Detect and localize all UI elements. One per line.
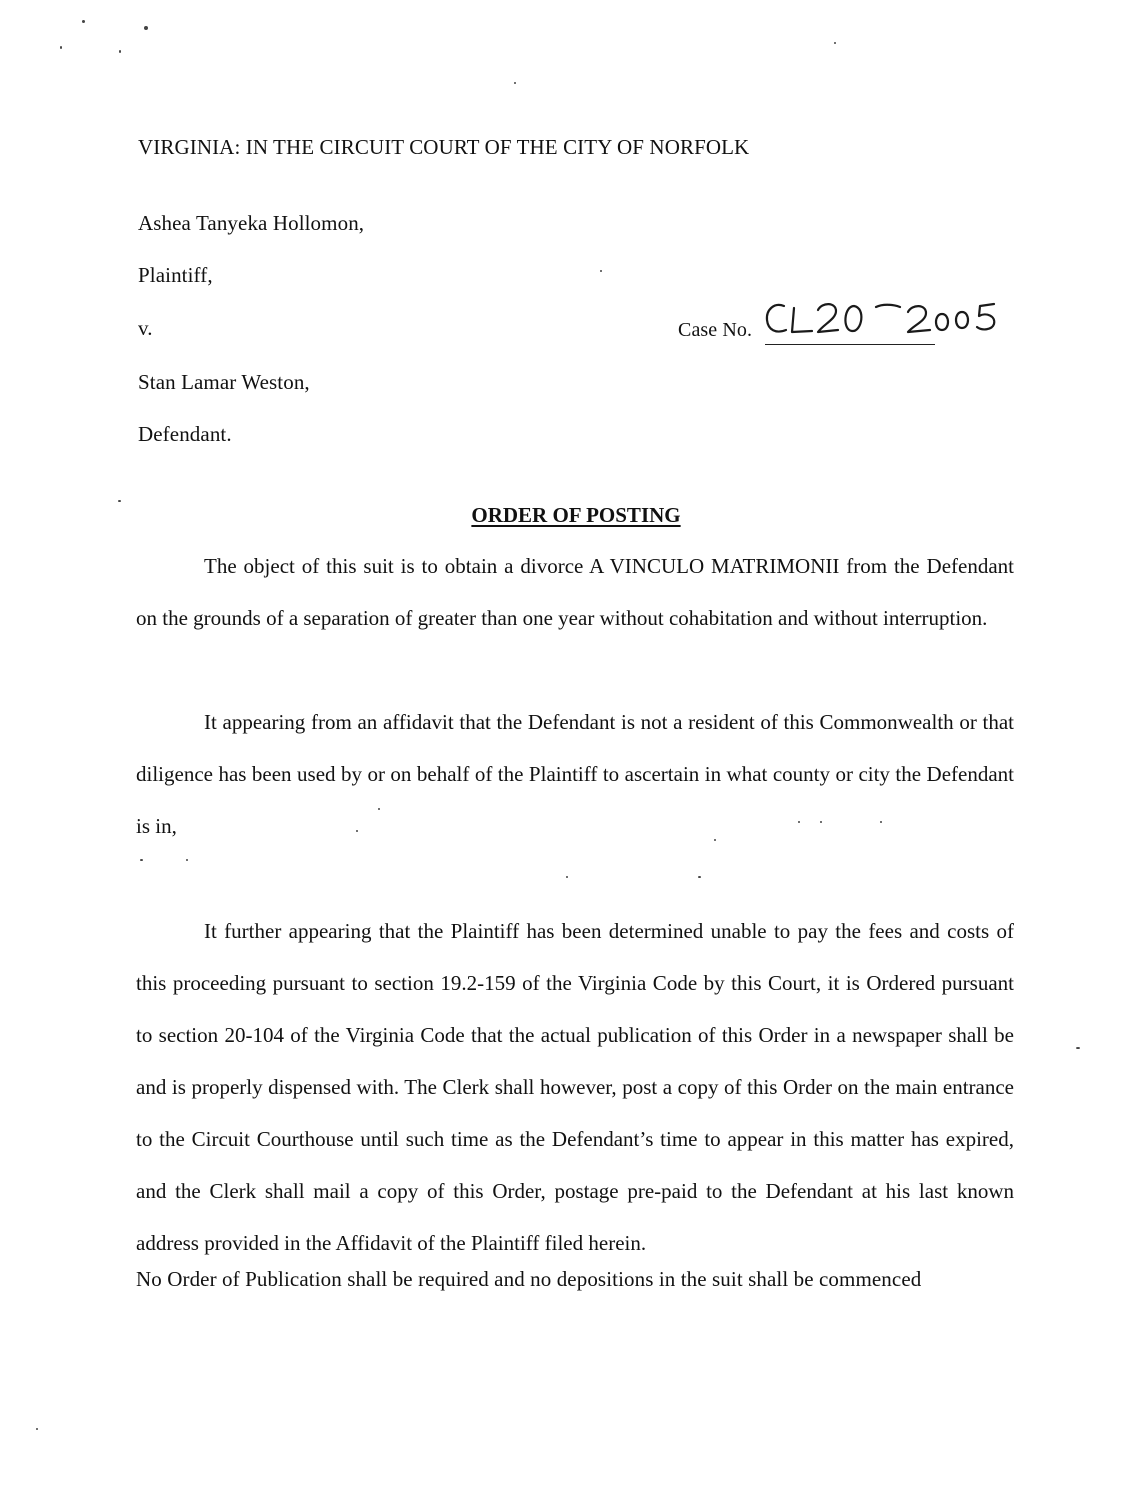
handwritten-case-number [762,294,1022,344]
defendant-role: Defendant. [138,422,232,446]
plaintiff-name: Ashea Tanyeka Hollomon, [138,211,365,235]
paragraph-appearing-text: It appearing from an affidavit that the Defendant is not a resident of this Commonwealth or that diligence has been used by or on behalf of the Plaintiff to ascertain in what county or city the Defendant is in, [136,710,1014,838]
paragraph-further [136,905,1014,1269]
paragraph-appearing [136,696,1014,852]
defendant-name: Stan Lamar Weston, [138,370,310,394]
case-number-underline [765,344,935,345]
court-heading: VIRGINIA: IN THE CIRCUIT COURT OF THE CITY OF NORFOLK [138,135,750,159]
case-number-label: Case No. [678,319,753,341]
paragraph-object-text: The object of this suit is to obtain a divorce A VINCULO MATRIMONII from the Defendant on the grounds of a separation of greater than one year without cohabitation and without interruption. [136,554,1014,630]
document-title: ORDER OF POSTING [471,503,681,527]
paragraph-object [136,540,1014,644]
paragraph-further-text: It further appearing that the Plaintiff has been determined unable to pay the fees and costs of this proceeding pursuant to section 19.2-159 of the Virginia Code by this Court, it is Ordered pursuant to section 20-104 of the Virginia Code that the actual publication of this Order in a newspaper shall be and is properly dispensed with. The Clerk shall however, post a copy of this Order on the main entrance to the Circuit Courthouse until such time as the Defendant’s time to appear in this matter has expired, and the Clerk shall mail a copy of this Order, postage pre-paid to the Defendant at his last known address provided in the Affidavit of the Plaintiff filed herein. [136,919,1014,1255]
versus-label: v. [138,316,153,340]
plaintiff-role: Plaintiff, [138,263,213,287]
paragraph-closing-fragment: No Order of Publication shall be required and no depositions in the suit shall be commenced [136,1267,922,1291]
